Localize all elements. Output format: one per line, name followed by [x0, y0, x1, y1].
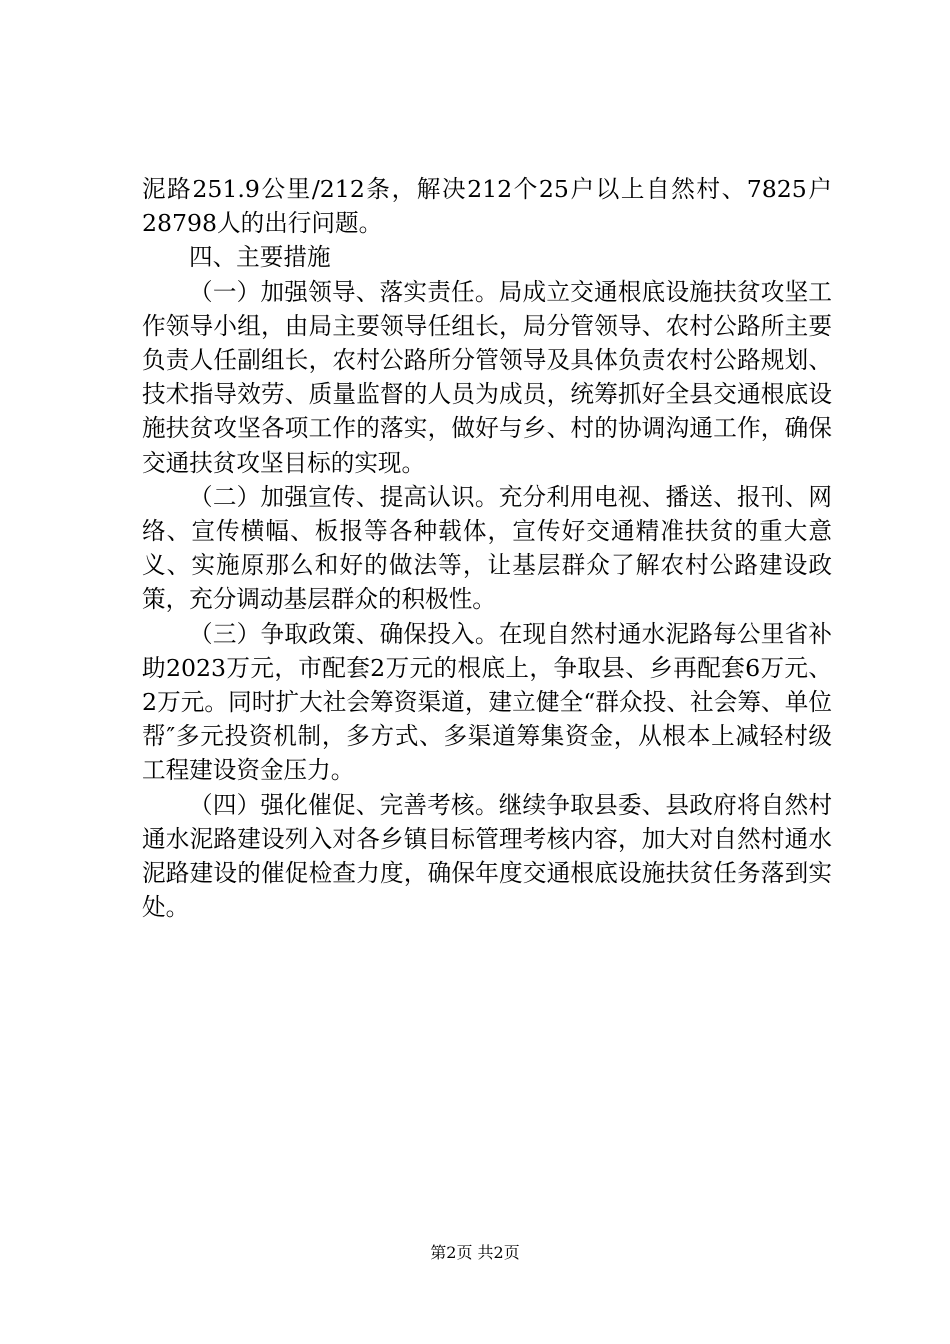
section-heading-measures: 四、主要措施: [189, 243, 331, 272]
paragraph-measure-2: （二）加强宣传、提高认识。充分利用电视、播送、报刊、网络、宣传横幅、板报等各种载体，宣传好交通精准扶贫的重大意义、实施原那么和好的做法等，让基层群众了解农村公路建设政策，充分调动基层群众的积极性。: [142, 482, 832, 614]
paragraph-continuation: 泥路251.9公里/212条，解决212个25户以上自然村、7825户28798人的出行问题。: [142, 175, 832, 238]
page-number-footer: 第2页 共2页: [430, 1243, 520, 1262]
paragraph-measure-1: （一）加强领导、落实责任。局成立交通根底设施扶贫攻坚工作领导小组，由局主要领导任组长，局分管领导、农村公路所主要负责人任副组长，农村公路所分管领导及具体负责农村公路规划、技术指导效劳、质量监督的人员为成员，统筹抓好全县交通根底设施扶贫攻坚各项工作的落实，做好与乡、村的协调沟通工作，确保交通扶贫攻坚目标的实现。: [142, 277, 832, 477]
paragraph-measure-4: （四）强化催促、完善考核。继续争取县委、县政府将自然村通水泥路建设列入对各乡镇目标管理考核内容，加大对自然村通水泥路建设的催促检查力度，确保年度交通根底设施扶贫任务落到实处。: [142, 790, 832, 922]
document-body: [142, 172, 832, 924]
paragraph-measure-3: （三）争取政策、确保投入。在现自然村通水泥路每公里省补助2023万元，市配套2万元的根底上，争取县、乡再配套6万元、2万元。同时扩大社会筹资渠道，建立健全“群众投、社会筹、单位帮″多元投资机制，多方式、多渠道筹集资金，从根本上减轻村级工程建设资金压力。: [142, 619, 832, 785]
